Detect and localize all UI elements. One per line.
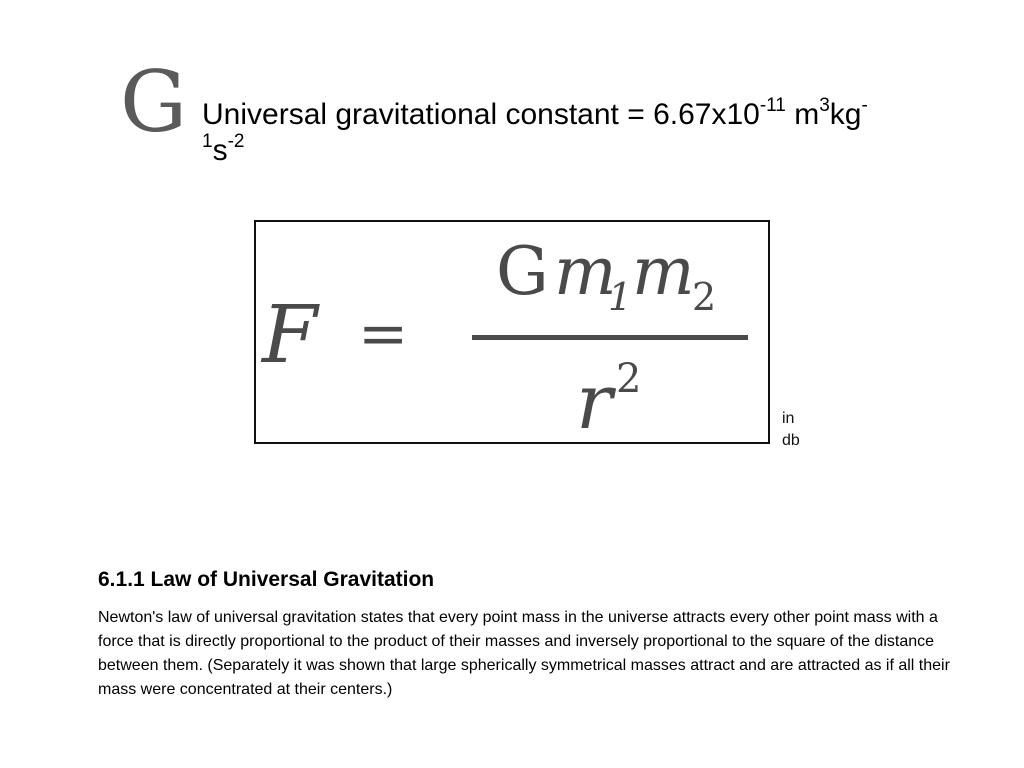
constant-definition-row2 xyxy=(202,132,982,170)
exponent-kilogram-digit: 1 xyxy=(202,131,213,152)
formula-box xyxy=(254,220,770,444)
unit-meter: m xyxy=(785,98,820,131)
side-note xyxy=(782,408,822,452)
formula-denominator-r: r xyxy=(576,357,613,446)
formula-numerator-g: G xyxy=(496,233,549,310)
formula-subscript-2: 2 xyxy=(692,275,717,319)
formula-numerator-m2: m xyxy=(632,233,695,310)
formula-numerator-m1: m xyxy=(554,233,617,310)
formula-fraction-bar xyxy=(472,335,748,340)
formula-equals: = xyxy=(358,299,409,369)
section-heading: 6.1.1 Law of Universal Gravitation xyxy=(98,568,435,591)
exponent-second: -2 xyxy=(227,131,245,152)
exponent-kilogram-sign: - xyxy=(861,95,868,116)
exponent-ten: -11 xyxy=(759,95,786,116)
constant-label: Universal gravitational constant = 6.67x10 xyxy=(202,98,760,131)
unit-second: s xyxy=(212,134,228,167)
formula-force-f: F xyxy=(262,288,318,381)
formula-denominator-exponent: 2 xyxy=(616,356,642,402)
side-note-line-2: db xyxy=(782,432,800,449)
section-body: Newton's law of universal gravitation states that every point mass in the universe attracts every other point mass with a force that is directly proportional to the product of their masses and inversely proportional to the square of the distance between them. (Separately it was shown that large spherically symmetrical masses attract and are attracted as if all their mass were concentrated at their centers.) xyxy=(98,609,950,698)
side-note-line-1: in xyxy=(782,410,795,427)
unit-kilogram: kg xyxy=(829,98,862,131)
constant-definition xyxy=(202,96,982,170)
constant-symbol-g: G xyxy=(120,53,188,151)
exponent-meter: 3 xyxy=(819,95,830,116)
formula-subscript-1: 1 xyxy=(608,275,633,319)
formula-graphic xyxy=(256,222,772,446)
